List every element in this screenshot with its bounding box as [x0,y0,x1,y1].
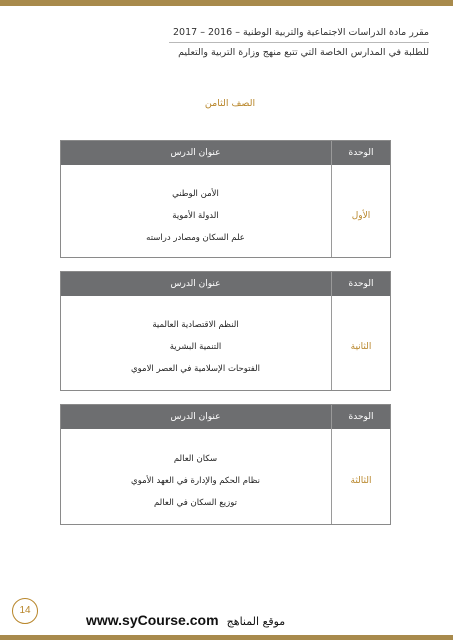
lessons-column-header: عنوان الدرس [170,148,221,158]
unit-table-2 [60,271,391,391]
page-header [169,26,429,60]
unit-name: الثالثة [350,476,372,486]
unit-table-3 [60,404,391,525]
header-divider [169,42,429,43]
unit-cell [331,296,390,390]
unit-column-header: الوحدة [331,405,390,429]
unit-cell [331,165,390,257]
table-header [61,272,390,296]
bottom-rule [0,635,453,640]
lesson-item: الدولة الأموية [172,211,219,221]
unit-name: الثانية [350,342,372,352]
unit-cell [331,429,390,524]
footer-watermark [86,612,285,629]
lessons-cell [61,429,330,524]
course-title: مقرر مادة الدراسات الاجتماعية والتربية الوطنية – 2016 – 2017 [173,27,429,38]
lessons-cell [61,296,330,390]
unit-table-1 [60,140,391,258]
lesson-item: الأمن الوطني [172,189,219,199]
table-body [61,165,390,257]
table-header [61,405,390,429]
lesson-item: نظام الحكم والإدارة في العهد الأموي [131,476,260,486]
lesson-item: الفتوحات الإسلامية في العصر الاموي [130,364,260,374]
table-body [61,429,390,524]
table-body [61,296,390,390]
lesson-item: توزيع السكان في العالم [154,498,237,508]
page-number: 14 [12,598,38,624]
grade-title: الصف الثامن [204,98,256,109]
lesson-item: علم السكان ومصادر دراسته [146,233,245,243]
footer-site-label: موقع المناهج [226,615,286,628]
lesson-item: النظم الاقتصادية العالمية [152,320,239,330]
unit-column-header: الوحدة [331,272,390,296]
footer-site-link[interactable]: www.syCourse.com [86,612,219,628]
unit-name: الأول [351,211,371,221]
top-rule [0,0,453,6]
lesson-item: سكان العالم [173,454,218,464]
unit-column-header: الوحدة [331,141,390,165]
course-subtitle: للطلبة في المدارس الخاصة التي تتبع منهج وزارة التربية والتعليم [178,47,429,58]
lessons-column-header: عنوان الدرس [170,412,221,422]
lesson-item: التنمية البشرية [169,342,222,352]
lessons-cell [61,165,330,257]
lessons-column-header: عنوان الدرس [170,279,221,289]
table-header [61,141,390,165]
